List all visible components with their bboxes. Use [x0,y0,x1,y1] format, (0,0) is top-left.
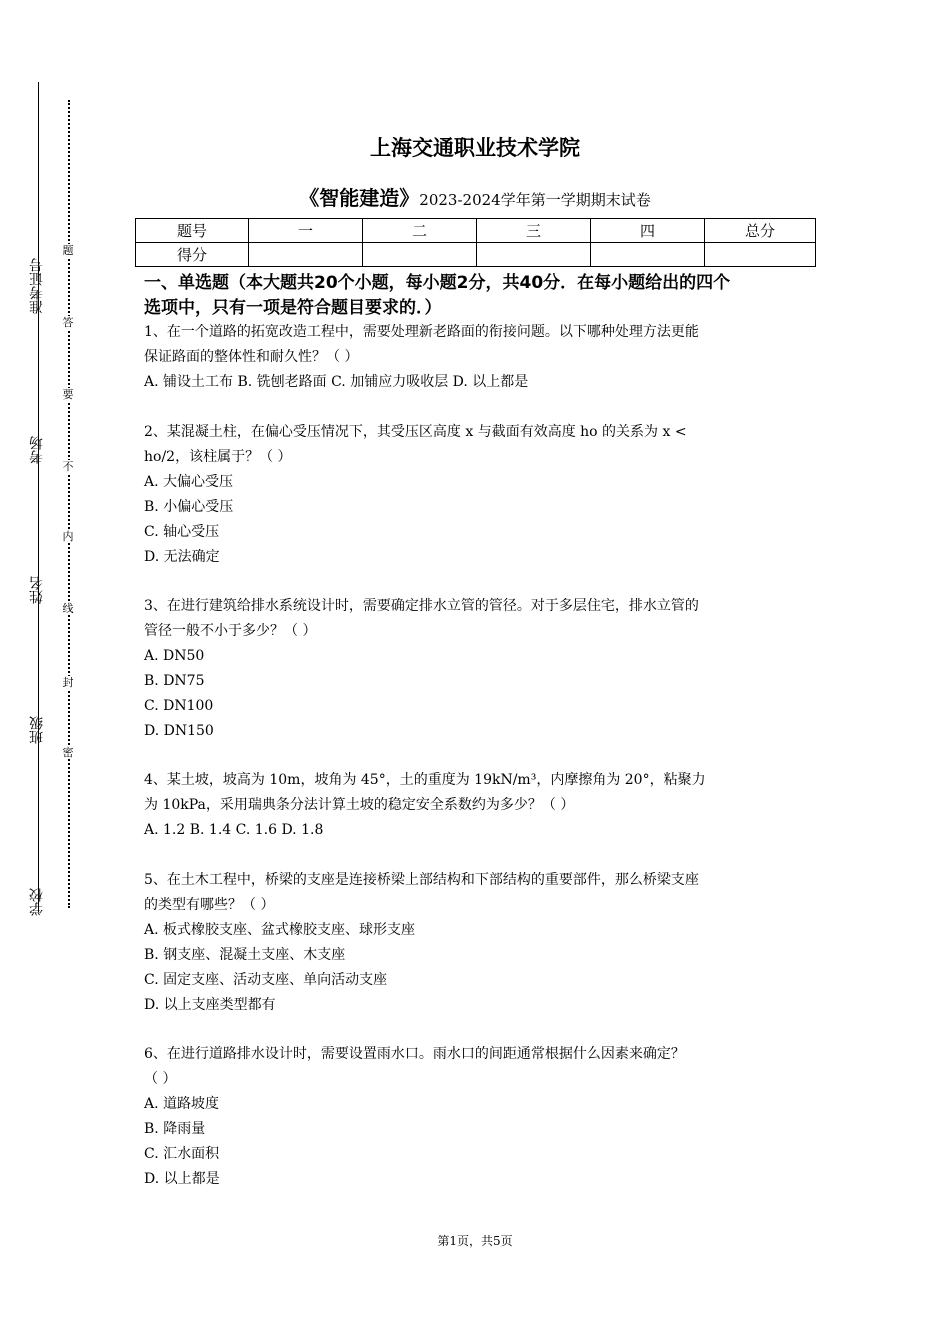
score-input-cell[interactable] [591,243,705,267]
field-label-exam-id: 准考证号 [28,258,45,314]
option: A. 大偏心受压 [144,474,234,490]
table-cell: 四 [591,219,705,243]
score-table [135,218,816,267]
question-2 [144,420,816,570]
question-stem: 4、某土坡，坡高为 10m，坡角为 45°，土的重度为 19kN/m³，内摩擦角为 20°，粘聚力 [144,772,706,788]
score-table-header-row [136,219,816,243]
field-label-school: 学校 [28,888,45,916]
question-stem: 1、在一个道路的拓宽改造工程中，需要处理新老路面的衔接问题。以下哪种处理方法更能 [144,324,699,340]
score-input-cell[interactable] [249,243,363,267]
option: C. 轴心受压 [144,524,220,540]
option: A. 板式橡胶支座、盆式橡胶支座、球形支座 [144,922,416,938]
question-5 [144,868,816,1018]
question-stem: 管径一般不小于多少？（ ） [144,623,317,639]
option: D. 以上支座类型都有 [144,997,276,1013]
question-stem: 2、某混凝土柱，在偏心受压情况下，其受压区高度 x 与截面有效高度 ho 的关系为 x < [144,424,687,440]
question-stem: 为 10kPa，采用瑞典条分法计算土坡的稳定安全系数约为多少？（ ） [144,797,575,813]
score-input-cell[interactable] [363,243,477,267]
option: C. 固定支座、活动支座、单向活动支座 [144,972,388,988]
school-title: 上海交通职业技术学院 [370,136,580,160]
question-stem: 保证路面的整体性和耐久性？（ ） [144,349,359,365]
page-footer: 第1页，共5页 [437,1234,513,1248]
dotted-word: 封 [60,676,76,689]
option: A. DN50 [144,648,205,664]
field-label-exam-room: 考场 [28,436,45,464]
score-table-score-row [136,243,816,267]
exam-subtitle [0,182,950,211]
option: A. 道路坡度 [144,1096,220,1112]
question-6 [144,1042,816,1192]
binding-dotted-line [68,100,70,908]
score-input-cell[interactable] [477,243,591,267]
table-cell: 二 [363,219,477,243]
question-options: A. 1.2 B. 1.4 C. 1.6 D. 1.8 [144,822,324,838]
question-stem: 3、在进行建筑给排水系统设计时，需要确定排水立管的管径。对于多层住宅，排水立管的 [144,598,699,614]
dotted-word: 要 [60,388,76,401]
section-heading: 一、单选题（本大题共20个小题，每小题2分，共40分．在每小题给出的四个 选项中，只有一项是符合题目要求的．） [144,273,731,318]
option: D. 无法确定 [144,549,220,565]
table-cell: 题号 [136,219,249,243]
option: B. 钢支座、混凝土支座、木支座 [144,947,346,963]
dotted-word: 题 [60,244,76,257]
term-text: 2023-2024学年第一学期期末试卷 [419,191,651,209]
dotted-word: 密 [60,746,76,759]
question-options: A. 铺设土工布 B. 铣刨老路面 C. 加铺应力吸收层 D. 以上都是 [144,374,529,390]
dotted-word: 答 [60,316,76,329]
table-cell: 一 [249,219,363,243]
option: C. DN100 [144,698,214,714]
question-stem: 6、在进行道路排水设计时，需要设置雨水口。雨水口的间距通常根据什么因素来确定？ [144,1046,685,1062]
option: D. 以上都是 [144,1171,220,1187]
question-4 [144,768,816,843]
question-stem: 5、在土木工程中，桥梁的支座是连接桥梁上部结构和下部结构的重要部件，那么桥梁支座 [144,872,699,888]
option: B. 小偏心受压 [144,499,234,515]
question-stem: （ ） [144,1071,177,1087]
dotted-word: 内 [60,530,76,543]
option: B. 降雨量 [144,1121,206,1137]
option: C. 汇水面积 [144,1146,220,1162]
table-cell: 得分 [136,243,249,267]
dotted-word: 线 [60,602,76,615]
option: D. DN150 [144,723,214,739]
option: B. DN75 [144,673,205,689]
table-cell: 三 [477,219,591,243]
course-title: 《智能建造》 [299,186,420,210]
score-input-cell[interactable] [705,243,816,267]
table-cell: 总分 [705,219,816,243]
field-label-class: 班级 [28,716,45,744]
question-stem: 的类型有哪些？（ ） [144,897,275,913]
dotted-word: 不 [60,460,76,473]
question-3 [144,594,816,744]
question-1 [144,320,816,395]
question-stem: ho/2，该柱属于？（ ） [144,449,292,465]
field-label-name: 姓名 [28,576,45,604]
